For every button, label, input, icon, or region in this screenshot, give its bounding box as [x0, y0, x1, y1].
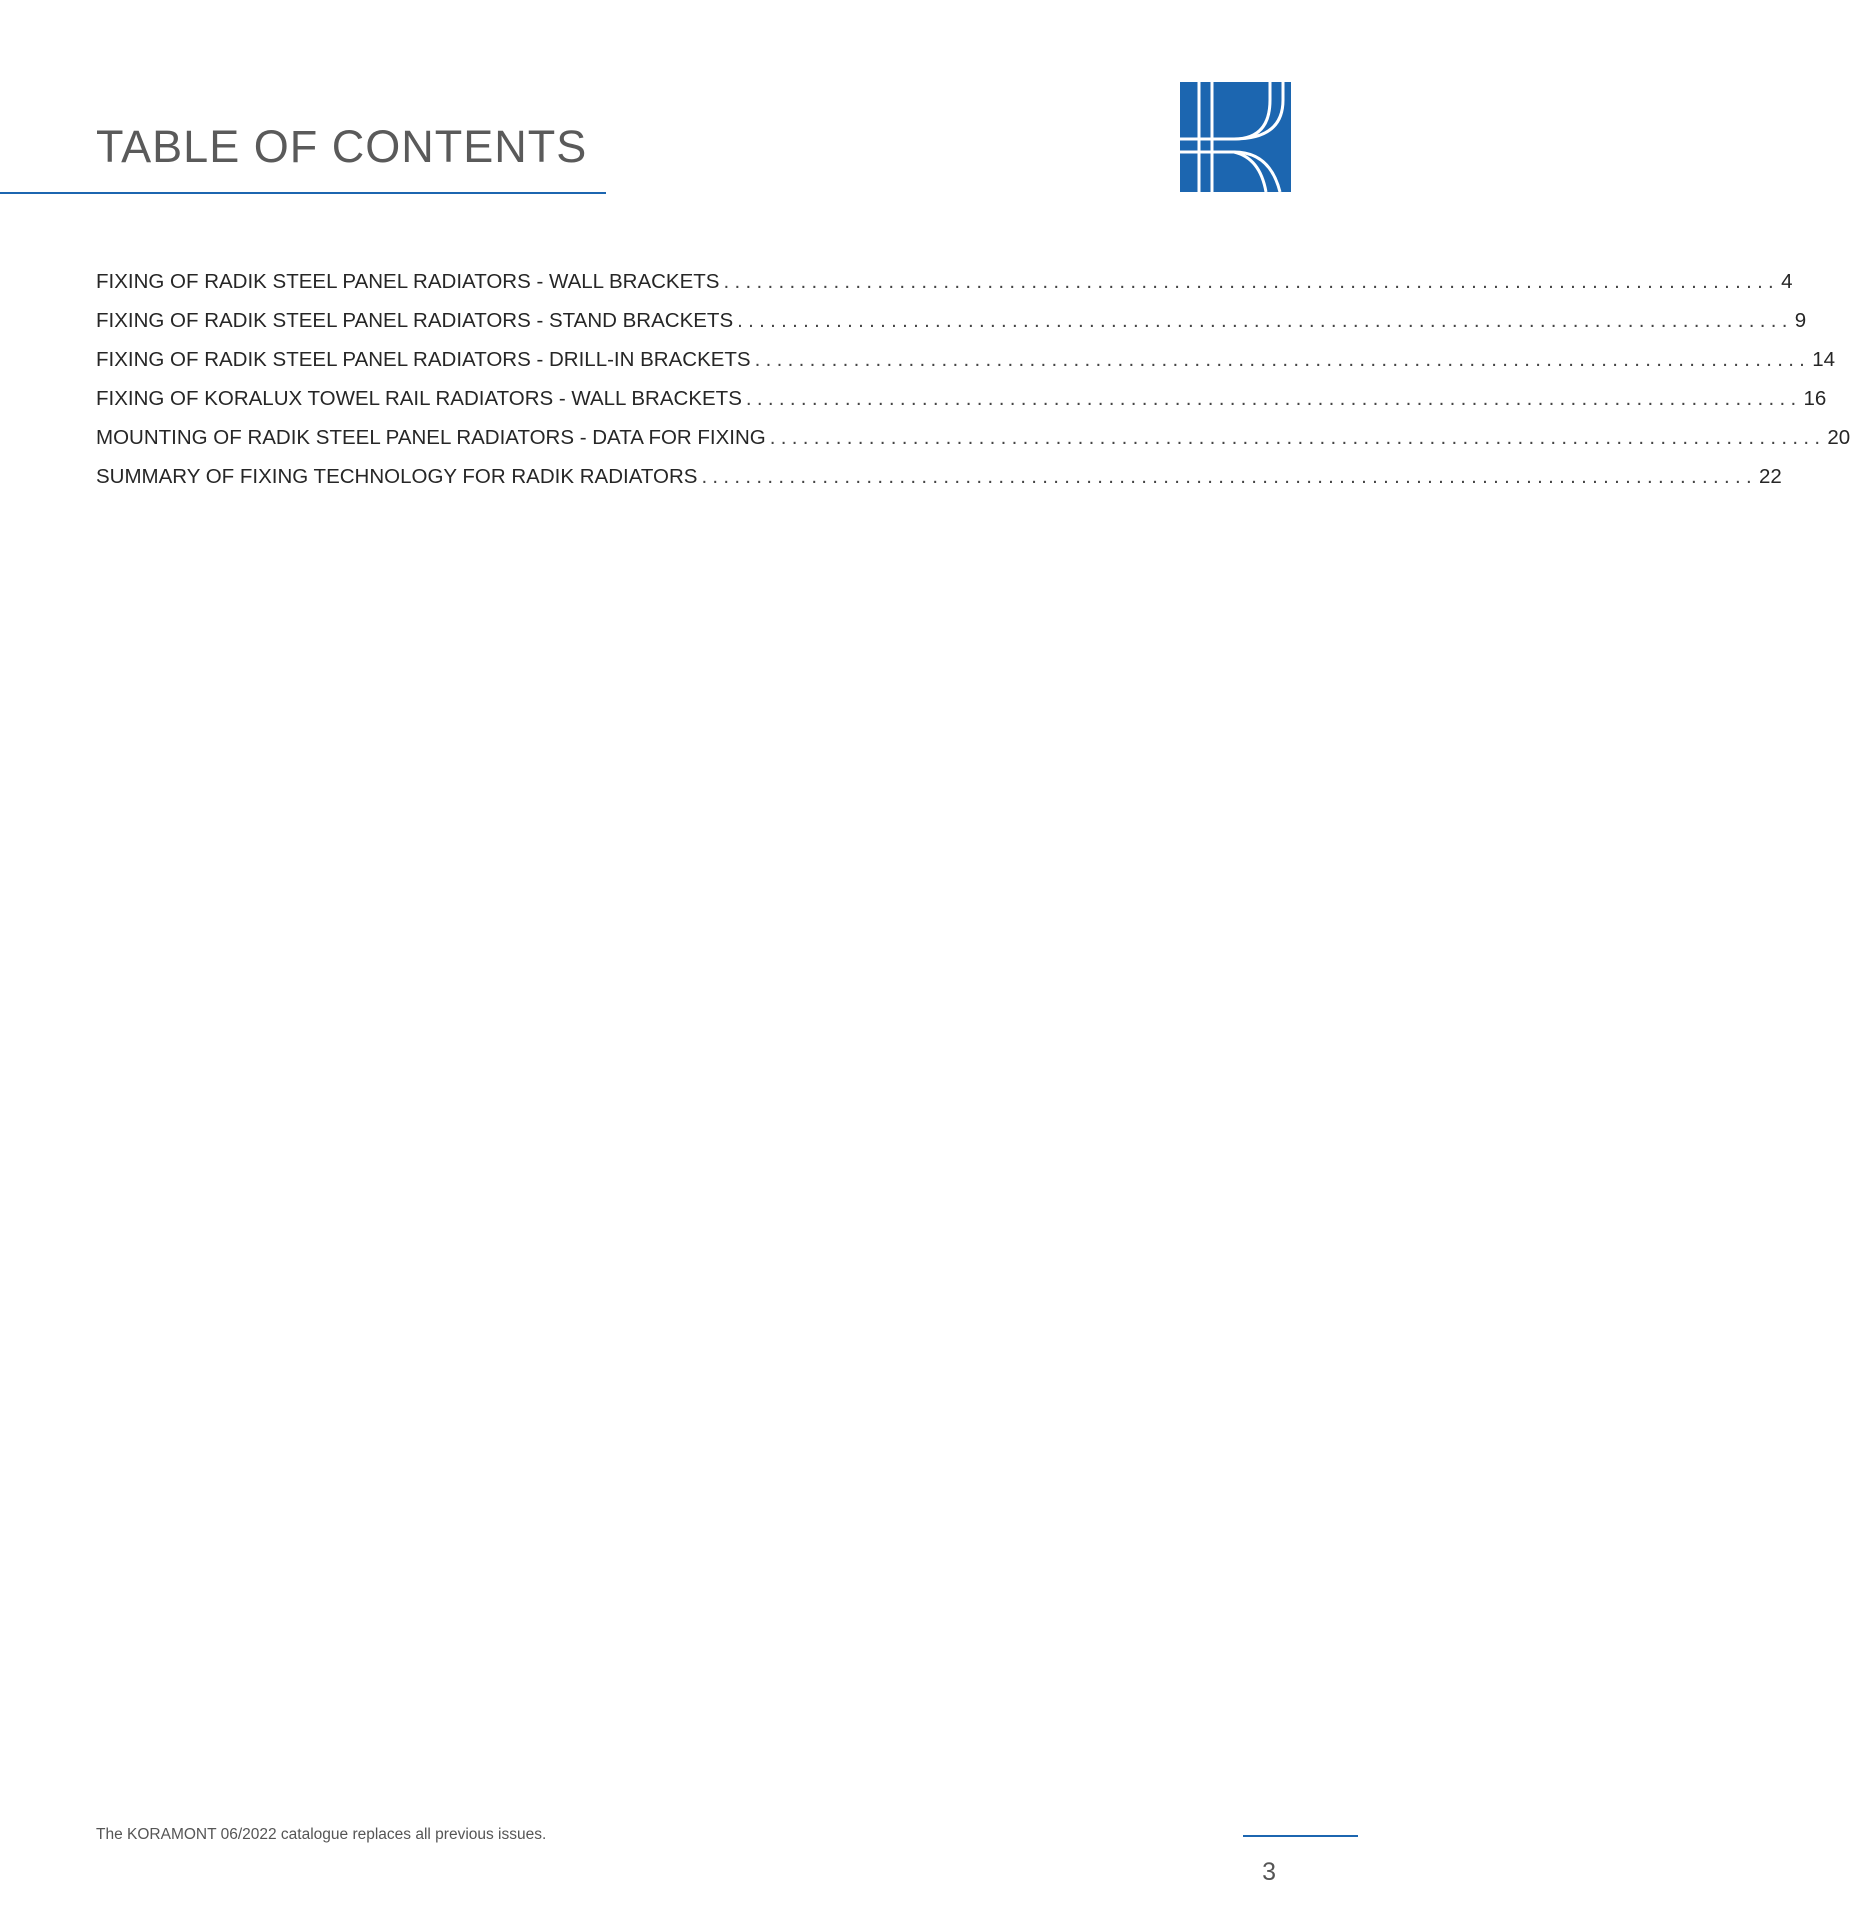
- footer-note: The KORAMONT 06/2022 catalogue replaces all previous issues.: [96, 1826, 547, 1843]
- toc-item-page: 16: [1803, 387, 1827, 410]
- page-number: 3: [1262, 1858, 1276, 1886]
- toc-item[interactable]: [96, 340, 1835, 379]
- toc-leader-dots: ................................................................................................: [737, 309, 1793, 332]
- toc-item[interactable]: [96, 262, 1793, 301]
- toc-item-title: FIXING OF RADIK STEEL PANEL RADIATORS - DRILL-IN BRACKETS: [96, 348, 751, 371]
- title-underline: [0, 192, 606, 194]
- toc-leader-dots: ................................................................................................: [754, 348, 1811, 371]
- toc-leader-dots: ................................................................................................: [701, 465, 1758, 488]
- toc-item-title: FIXING OF RADIK STEEL PANEL RADIATORS - STAND BRACKETS: [96, 309, 734, 332]
- page-title: TABLE OF CONTENTS: [96, 121, 588, 172]
- toc-item-page: 14: [1812, 348, 1835, 371]
- toc-leader-dots: ................................................................................................: [745, 387, 1802, 410]
- toc-item-title: SUMMARY OF FIXING TECHNOLOGY FOR RADIK RADIATORS: [96, 465, 698, 488]
- toc-leader-dots: ................................................................................................: [723, 270, 1780, 293]
- toc-item-page: 22: [1759, 465, 1782, 488]
- koramont-k-logo-icon: [1180, 82, 1291, 192]
- toc-leader-dots: ................................................................................................: [769, 426, 1826, 449]
- toc-item-title: FIXING OF RADIK STEEL PANEL RADIATORS - WALL BRACKETS: [96, 270, 720, 293]
- toc-item-page: 20: [1827, 426, 1850, 449]
- table-of-contents: [96, 262, 1850, 496]
- toc-item[interactable]: [96, 418, 1850, 457]
- toc-item-page: 4: [1781, 270, 1793, 293]
- toc-item[interactable]: [96, 379, 1827, 418]
- toc-item-title: MOUNTING OF RADIK STEEL PANEL RADIATORS - DATA FOR FIXING: [96, 426, 766, 449]
- toc-item[interactable]: [96, 457, 1782, 496]
- toc-item[interactable]: [96, 301, 1807, 340]
- toc-item-title: FIXING OF KORALUX TOWEL RAIL RADIATORS - WALL BRACKETS: [96, 387, 742, 410]
- footer-rule: [1243, 1835, 1358, 1837]
- toc-item-page: 9: [1794, 309, 1807, 332]
